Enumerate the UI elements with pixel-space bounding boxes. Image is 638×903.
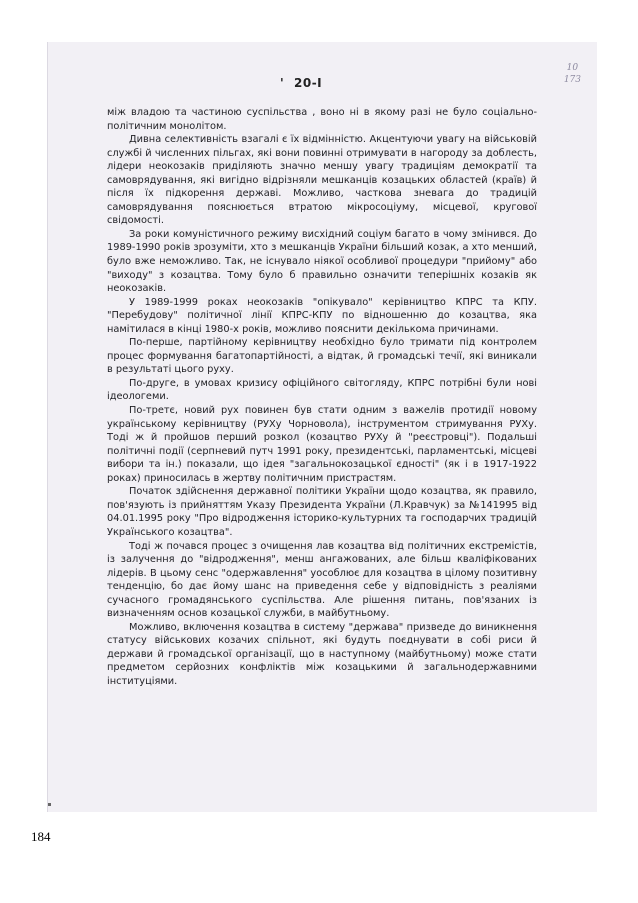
paragraph: По-перше, партійному керівництву необхідно було тримати під контролем процес формування багатопартійності, а відтак, й громадські течії, які виникали в результаті цього руху. (107, 337, 537, 376)
header-number-text: 20-I (294, 76, 323, 90)
paragraph: Можливо, включення козацтва в систему "держава" призведе до виникнення статусу військових козачих спільнот, які будуть поєднувати в собі риси й держави й громадської організації, що в наступному (майбутньому) може стати предметом серйозних конфліктів між козацькими й загальнодержавними інституціями. (107, 621, 537, 687)
scan-mark (48, 803, 51, 806)
paragraph: Тоді ж почався процес з очищення лав козацтва від політичних екстремістів, із залучення до "відродження", менш ангажованих, але більш кваліфікованих лідерів. В цьому сенс "одержавлення" уособлює для козацтва в цілому позитивну тенденцію, бо дає йому шанс на приведення себе у відповідність з реаліями сучасного громадянського суспільства. Але рішення питань, пов'язаних із визначенням основ козацької служби, в майбутньому. (107, 540, 537, 620)
paragraph: По-третє, новий рух повинен був стати одним з важелів протидії новому українському керівництву (РУХу Чорновола), інструментом стримування РУХу. Тоді ж й пройшов перший розкол (козацтво РУХу й "реєстровці"). Подальші політичні події (серпневий путч 1991 року, президентські, парламентські, місцеві вибори та ін.) показали, що ідея "загальнокозацької єдності" (як і в 1917-1922 роках) приносилась в жертву політичним пристрастям. (107, 405, 537, 484)
footer-page-number: 184 (31, 829, 51, 844)
body-text (107, 106, 537, 689)
paragraph: між владою та частиною суспільства , воно ні в якому разі не було соціально-політичним монолітом. (107, 107, 537, 132)
header-tick-mark: ' (280, 76, 285, 90)
scanned-page (47, 42, 597, 812)
paragraph: Початок здійснення державної політики України щодо козацтва, як правило, пов'язують із прийняттям Указу Президента України (Л.Кравчук) за №141995 від 04.01.1995 року "Про відродження історико-культурних та господарчих традицій Українського козацтва". (107, 486, 537, 538)
paragraph: Дивна селективність взагалі є їх відмінністю. Акцентуючи увагу на військовій службі й численних пільгах, які вони повинні отримувати в нагороду за доблесть, лідери неокозаків приділяють значно меншу увагу традиціям демократії та самоврядування, які вигідно відрізняли мешканців козацьких областей (країв) й після їх підкорення державі. Можливо, часткова зневага до традицій самоврядування пояснюється втратою мікросоціуму, місцевої, кругової свідомості. (107, 134, 537, 227)
handwritten-page-note: 10 173 (563, 63, 581, 85)
paragraph: По-друге, в умовах кризису офіційного світогляду, КПРС потрібні були нові ідеологеми. (107, 377, 537, 403)
paragraph: У 1989-1999 роках неокозаків "опікувало" керівництво КПРС та КПУ. "Перебудову" політичної лінії КПРС-КПУ по відношенню до козацтва, яка намітилася в кінці 1980-х років, можливо пояснити декількома причинами. (107, 296, 537, 335)
page-header-number (280, 76, 323, 90)
paragraph: За роки комуністичного режиму висхідний соціум багато в чому змінився. До 1989-1990 років зрозуміти, хто з мешканців України більший козак, а хто менший, було вже неможливо. Так, не існувало ніякої особливої процедури "прийому" або "виходу" з козацтва. Тому було б правильно означити теперішніх козаків як неокозаків. (107, 228, 537, 295)
